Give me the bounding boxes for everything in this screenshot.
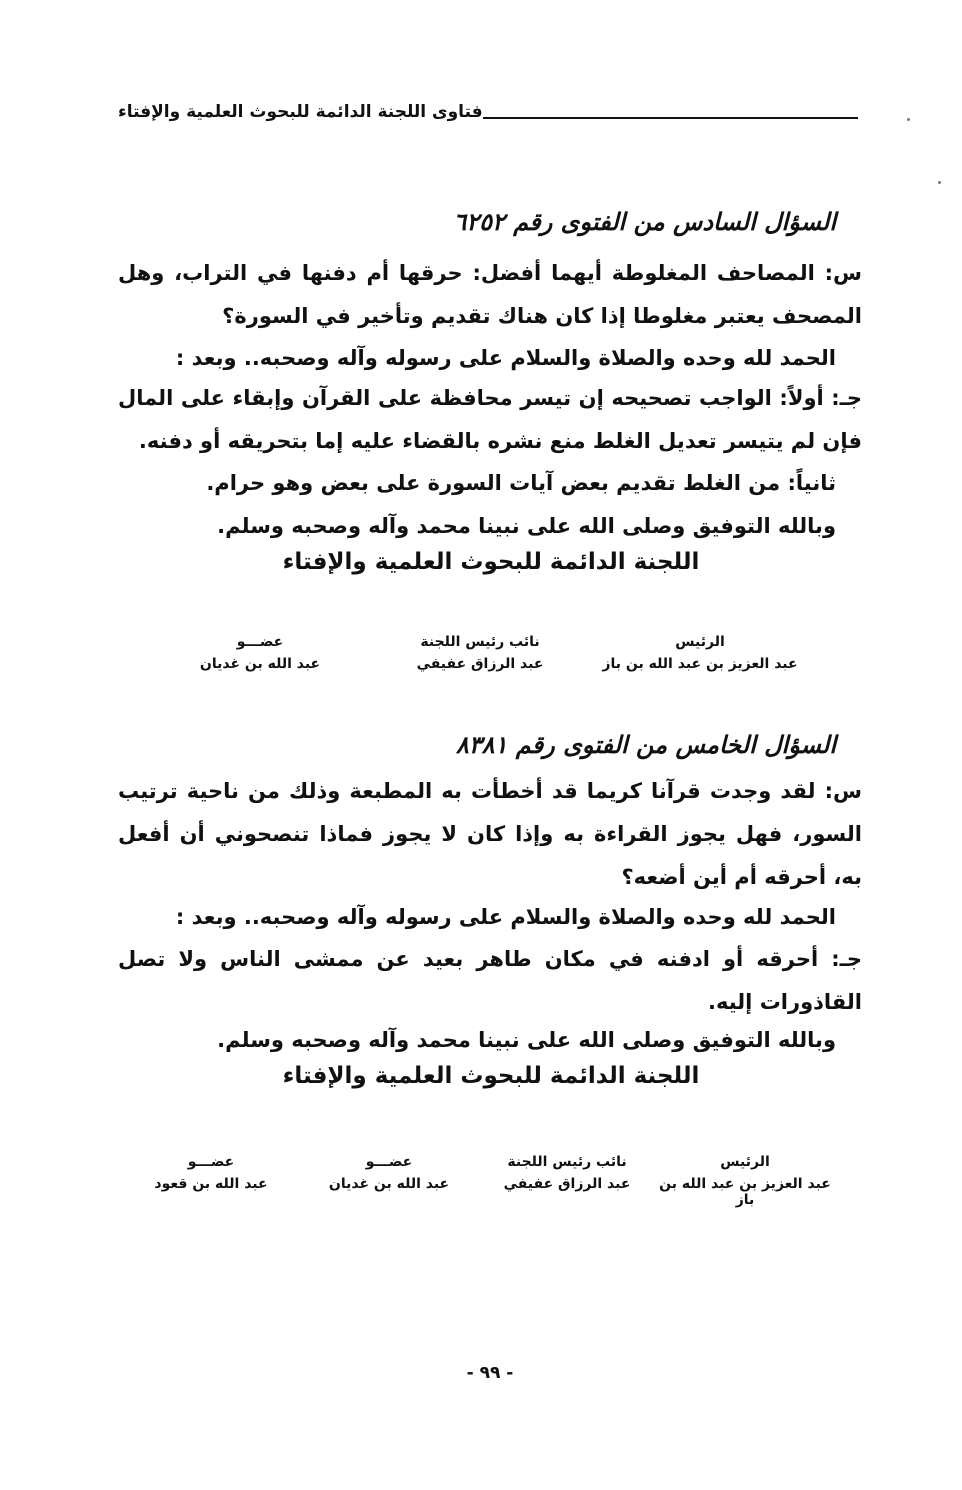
signatory-name: عبد العزيز بن عبد الله بن باز [659,1176,831,1208]
fatwa-1-answer: جـ: أولاً: الواجب تصحيحه إن تيسر محافظة على القرآن وإبقاء على المال فإن لم يتيسر تعديل الغلط منع نشره بالقضاء عليه إما بتحريقه أو دفنه. [118,386,862,453]
signatory [150,634,370,672]
scan-speck [938,181,941,184]
signatory-name: عبد الرزاق عفيفي [503,1176,631,1192]
signatory-role: نائب رئيس اللجنة [420,634,540,650]
signatory [590,634,810,672]
fatwa-2-signatories [122,1154,834,1208]
signatory [122,1154,300,1208]
page-number: - ٩٩ - [466,1363,514,1383]
fatwa-1-committee: اللجنة الدائمة للبحوث العلمية والإفتاء [282,549,700,575]
fatwa-1-second-point: ثانياً: من الغلط تقديم بعض آيات السورة على بعض وهو حرام. [206,471,836,495]
fatwa-1-closing: وبالله التوفيق وصلى الله على نبينا محمد وآله وصحبه وسلم. [217,514,836,538]
signatory-role: الرئيس [675,634,725,650]
signatory-name: عبد الله بن غديان [199,656,321,672]
running-header [118,96,862,128]
signatory-role: الرئيس [720,1154,770,1170]
fatwa-2-answer: جـ: أحرقه أو ادفنه في مكان طاهر بعيد عن ممشى الناس ولا تصل القاذورات إليه. [118,947,862,1014]
fatwa-1-title: السؤال السادس من الفتوى رقم ٦٢٥٢ [453,208,836,236]
header-title: فتاوى اللجنة الدائمة للبحوث العلمية والإفتاء [118,102,483,122]
signatory-name: عبد الله بن غديان [328,1176,450,1192]
signatory-role: عضـــو [365,1154,413,1170]
signatory-role: عضـــو [236,634,284,650]
signatory-name: عبد الله بن قعود [154,1176,268,1192]
signatory [300,1154,478,1208]
signatory [656,1154,834,1208]
fatwa-2-praise: الحمد لله وحده والصلاة والسلام على رسوله وآله وصحبه.. وبعد : [175,905,836,929]
fatwa-1-question: س: المصاحف المغلوطة أيهما أفضل: حرقها أم دفنها في التراب، وهل المصحف يعتبر مغلوطا إذا كان هناك تقديم وتأخير في السورة؟ [118,261,862,328]
scan-speck [907,118,910,121]
signatory [478,1154,656,1208]
signatory-name: عبد الرزاق عفيفي [416,656,544,672]
fatwa-2-closing: وبالله التوفيق وصلى الله على نبينا محمد وآله وصحبه وسلم. [217,1028,836,1052]
signatory-name: عبد العزيز بن عبد الله بن باز [602,656,798,672]
signatory [370,634,590,672]
signatory-role: عضـــو [187,1154,235,1170]
fatwa-2-question: س: لقد وجدت قرآنا كريما قد أخطأت به المطبعة وذلك من ناحية ترتيب السور، فهل يجوز القراءة به وإذا كان لا يجوز فماذا تنصحوني أن أفعل به، أحرقه أم أين أضعه؟ [118,779,862,889]
fatwa-2-committee: اللجنة الدائمة للبحوث العلمية والإفتاء [282,1063,700,1089]
signatory-role: نائب رئيس اللجنة [507,1154,627,1170]
header-rule [483,117,858,119]
fatwa-1-praise: الحمد لله وحده والصلاة والسلام على رسوله وآله وصحبه.. وبعد : [175,346,836,370]
fatwa-2-title: السؤال الخامس من الفتوى رقم ٨٣٨١ [455,731,836,759]
fatwa-1-signatories [150,634,810,672]
